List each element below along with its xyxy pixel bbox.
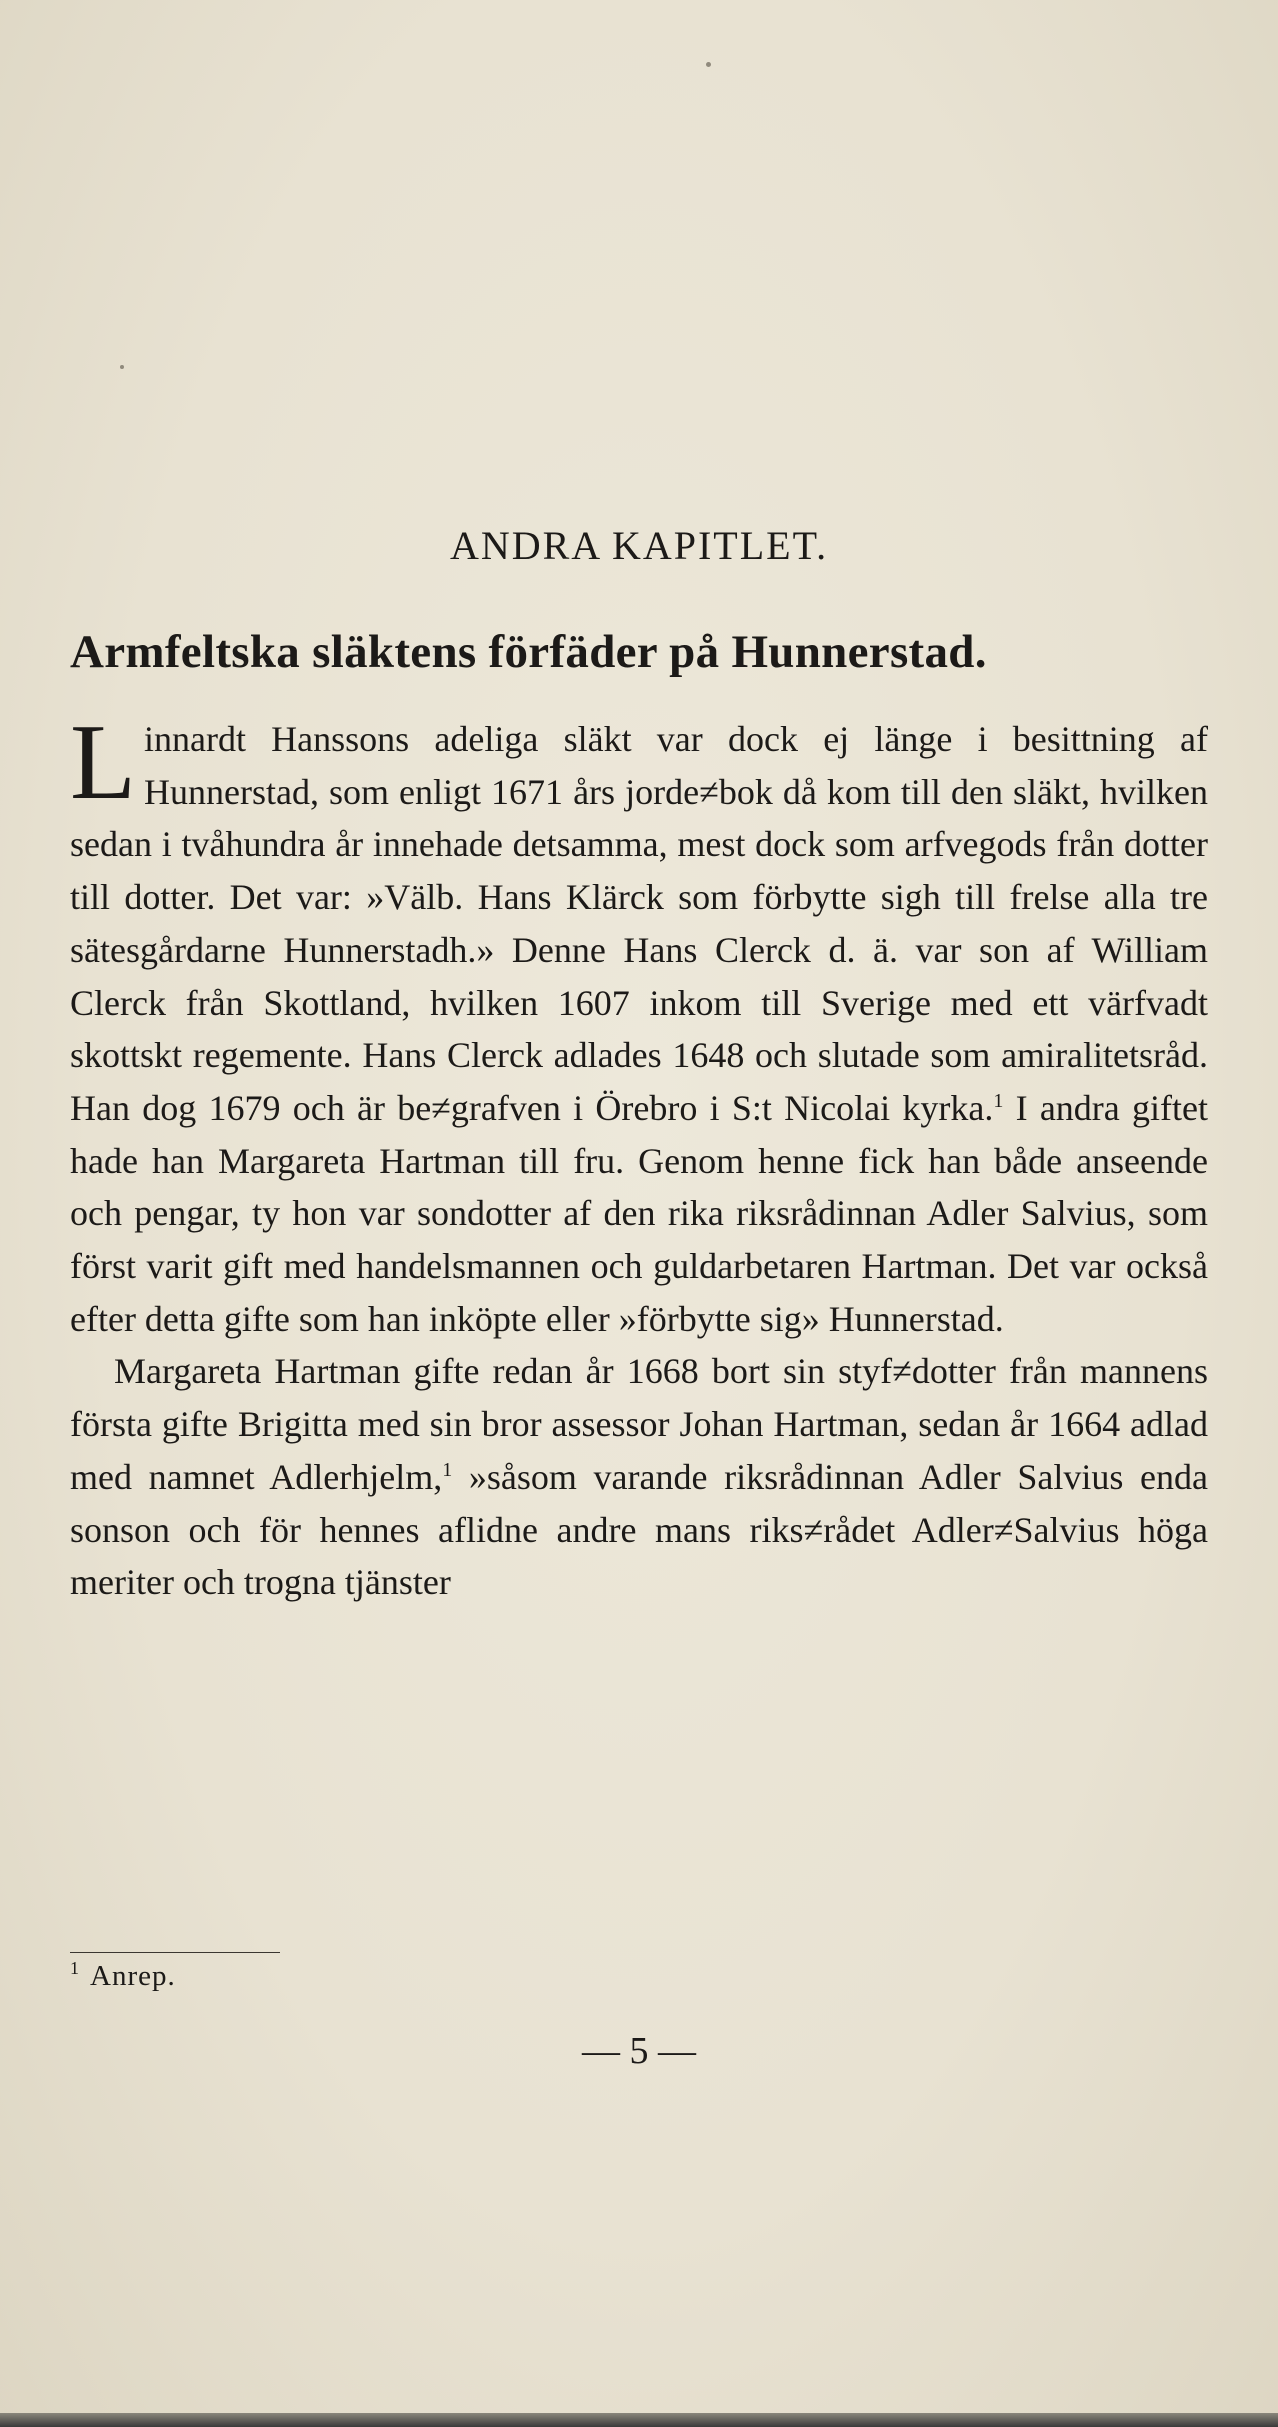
paragraph-1 [70, 703, 1209, 1345]
page-number: — 5 — [582, 2030, 696, 2072]
chapter-title: Armfeltska släktens förfäder på Hunnerstad. [70, 626, 987, 678]
paragraph-1-text-cont: I andra giftet hade han Margareta Hartman till fru. Genom henne fick han både anseende och pengar, ty hon var sondotter af den rika riksrådinnan Adler Salvius, som först varit gift med handelsmannen och guldarbetaren Hartman. Det var också efter detta gifte som han inköpte eller »förbytte sig» Hunnerstad. [70, 1087, 1209, 1339]
footnote-number: 1 [70, 1958, 80, 1979]
drop-cap: L [70, 703, 136, 822]
footnote-marker: 1 [442, 1458, 453, 1481]
paragraph-2-text: Margareta Hartman gifte redan år 1668 bort sin styf≠dotter från mannens första gifte Brigitta med sin bror assessor Johan Hartman, sedan år 1664 adlad med namnet Adlerhjelm, [70, 1351, 1208, 1497]
body-text [70, 703, 1209, 1609]
paragraph-1-text: innardt Hanssons adeliga släkt var dock ej länge i besittning af Hunnerstad, som enligt 1671 års jorde≠bok då kom till den släkt, hvilken sedan i tvåhundra år innehade detsamma, mest dock som arfvegods från dotter till dotter. Det var: »Välb. Hans Klärck som förbytte sigh till frelse alla tre sätesgårdarne Hunnerstadh.» Denne Hans Clerck d. ä. var son af William Clerck från Skottland, hvilken 1607 inkom till Sverige med ett värfvadt skottskt regemente. Hans Clerck adlades 1648 och slutade som amiralitetsråd. Han dog 1679 och är be≠grafven i Örebro i S:t Nicolai kyrka. [70, 719, 1208, 1128]
paragraph-2 [70, 1345, 1208, 1609]
paragraph-2-text-cont: »såsom varande riksrådinnan Adler Salvius enda sonson och för hennes aflidne andre mans riks≠rådet Adler≠Salvius höga meriter och trogna tjänster [70, 1456, 1209, 1603]
paper-speck [120, 365, 124, 369]
footnote-text: Anrep. [90, 1960, 176, 1992]
footnote-marker: 1 [993, 1089, 1004, 1112]
paper-speck [706, 62, 711, 67]
scan-edge [0, 2413, 1278, 2427]
chapter-label: ANDRA KAPITLET. [449, 523, 829, 568]
footnote-divider [70, 1952, 280, 1953]
footnote [70, 1960, 176, 1993]
